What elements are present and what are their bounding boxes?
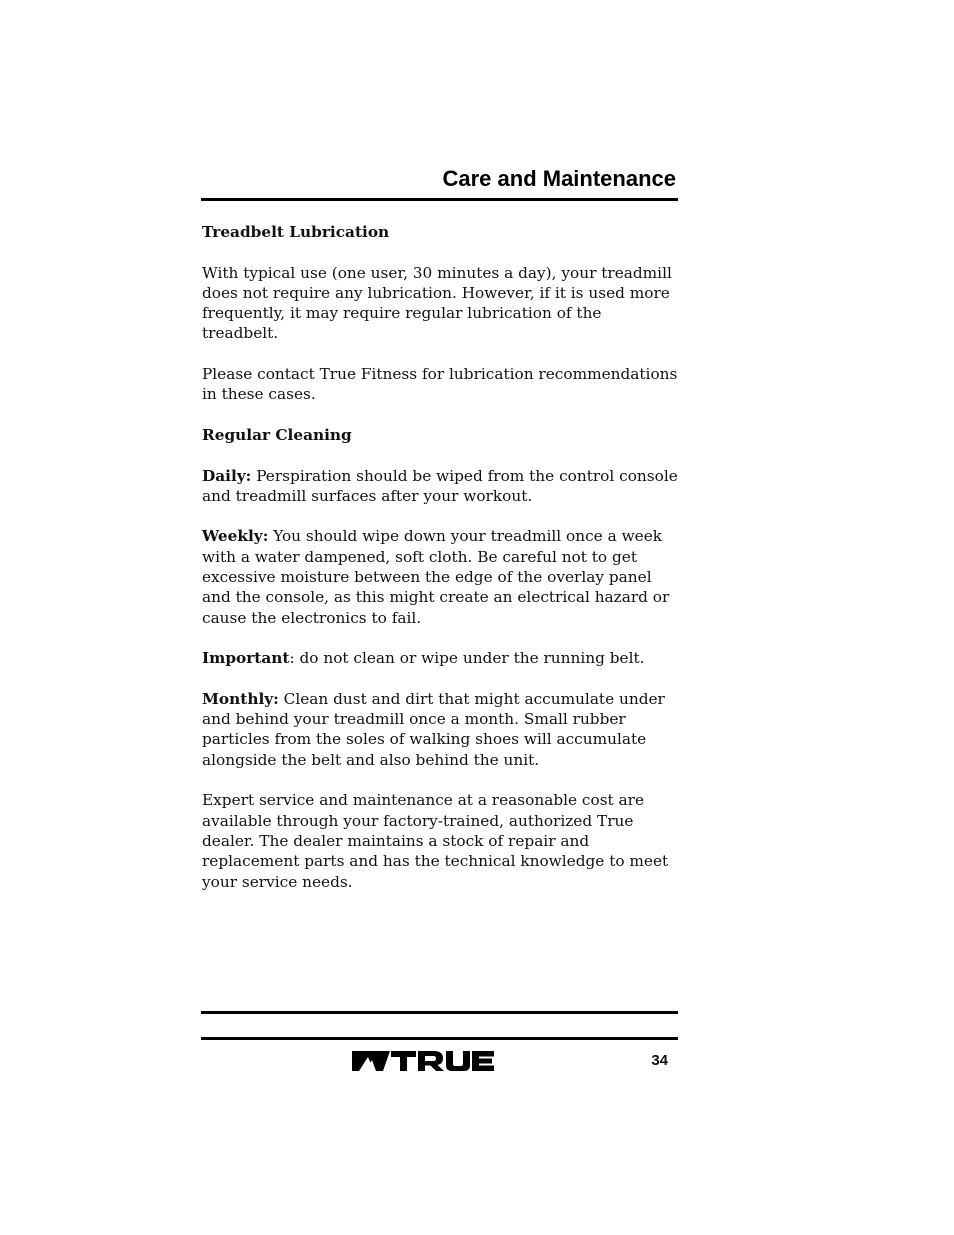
important-paragraph [202, 648, 680, 668]
cleaning-heading: Regular Cleaning [202, 425, 352, 444]
weekly-text: You should wipe down your treadmill once a week with a water dampened, soft cloth. Be careful not to get excessive moisture between the edge of the overlay panel and the console, as this might create an electrical hazard or cause the electronics to fail. [202, 527, 670, 627]
true-logo [350, 1048, 496, 1074]
footer-rule-upper [201, 1011, 678, 1014]
page-number: 34 [651, 1052, 668, 1069]
daily-text: Perspiration should be wiped from the control console and treadmill surfaces after your workout. [202, 466, 678, 505]
monthly-text: Clean dust and dirt that might accumulate under and behind your treadmill once a month. Small rubber particles from the soles of walking shoes will accumulate alongside the belt and also behind the unit. [202, 689, 665, 769]
weekly-label: Weekly: [202, 527, 269, 546]
important-text: : do not clean or wipe under the running belt. [289, 649, 645, 668]
daily-paragraph [202, 466, 680, 507]
monthly-paragraph [202, 689, 680, 770]
page-content [202, 222, 680, 912]
lubrication-heading: Treadbelt Lubrication [202, 223, 390, 241]
weekly-paragraph [202, 526, 680, 627]
daily-label: Daily: [202, 466, 252, 485]
lubrication-paragraph-2: Please contact True Fitness for lubrication recommendations in these cases. [202, 365, 678, 404]
lubrication-paragraph-1: With typical use (one user, 30 minutes a day), your treadmill does not require any lubrication. However, if it is used more frequently, it may require regular lubrication of the treadbelt. [202, 263, 672, 343]
service-paragraph: Expert service and maintenance at a reasonable cost are available through your factory-trained, authorized True dealer. The dealer maintains a stock of repair and replacement parts and has the technical knowledge to meet your service needs. [202, 791, 669, 891]
header-rule [201, 198, 678, 201]
footer-rule-lower [201, 1037, 678, 1040]
monthly-label: Monthly: [202, 689, 279, 708]
page-title: Care and Maintenance [442, 166, 676, 191]
important-label: Important [202, 649, 290, 668]
